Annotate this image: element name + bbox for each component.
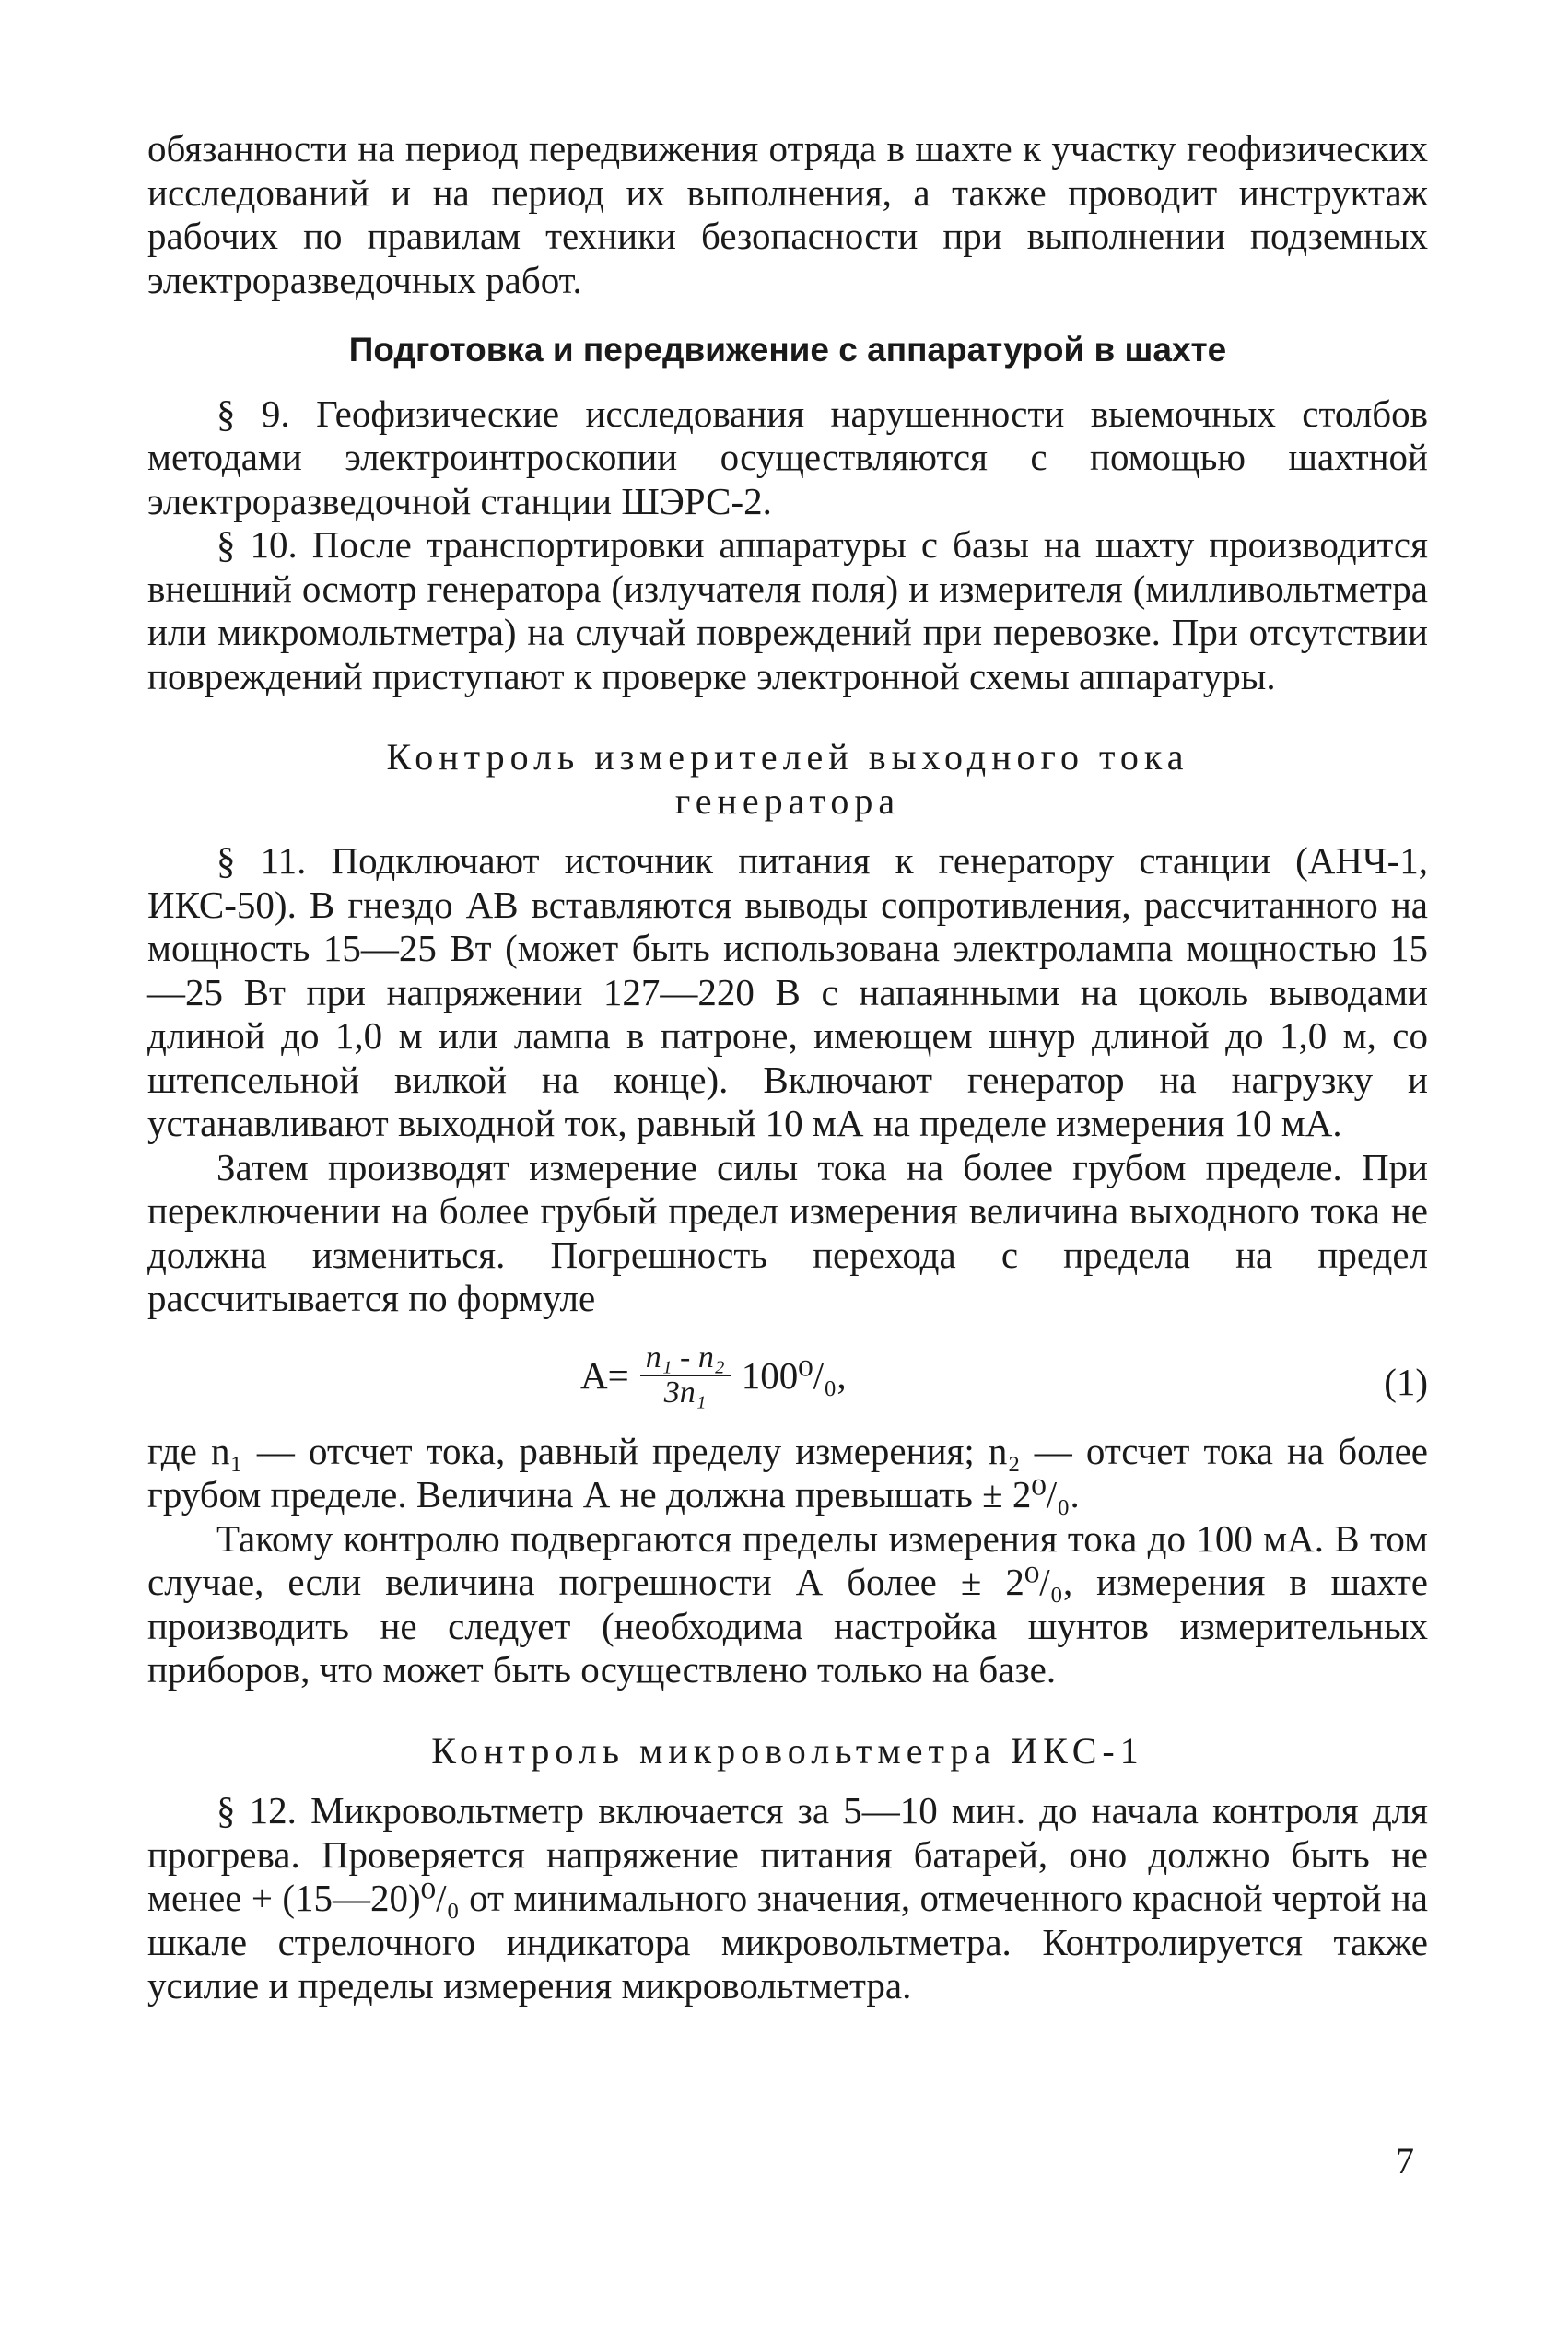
formula-lhs: А= [580, 1353, 629, 1397]
formula [580, 1341, 847, 1410]
formula-fraction [640, 1341, 731, 1410]
formula-numerator: n₁ - n₂ [640, 1341, 731, 1376]
section-heading-line-2: генератора [674, 779, 901, 822]
paragraph-where: где n₁ — отсчет тока, равный пределу измерения; n₂ — отсчет тока на более грубом пределе. Величина А не должна превышать ± 2⁰/₀. [147, 1429, 1428, 1516]
paragraph-11: § 11. Подключают источник питания к генератору станции (АНЧ-1, ИКС-50). В гнездо АВ вставляются выводы сопротивления, рассчитанного на мощность 15—25 Вт (может быть использована электролампа мощностью 15—25 Вт при напряжении 127—220 В с напаянными на цоколь выводами длиной до 1,0 м или лампа в патроне, имеющем шнур длиной до 1,0 м, со штепсельной вилкой на конце). Включают генератор на нагрузку и устанавливают выходной ток, равный 10 мА на пределе измерения 10 мА. [147, 839, 1428, 1144]
formula-block [147, 1332, 1428, 1417]
section-heading-line-1: Контроль измерителей выходного тока [386, 736, 1189, 778]
paragraph-12: § 12. Микровольтметр включается за 5—10 мин. до начала контроля для прогрева. Проверяется напряжение питания батарей, оно должно быть не менее + (15—20)⁰/₀ от минимального значения, отмеченного красной чертой на шкале стрелочного индикатора микровольтметра. Контролируется также усилие и пределы измерения микровольтметра. [147, 1789, 1428, 2007]
intro-paragraph: обязанности на период передвижения отряда в шахте к участку геофизических исследований и на период их выполнения, а также проводит инструктаж рабочих по правилам техники безопасности при выполнении подземных электроразведочных работ. [147, 127, 1428, 301]
paragraph-10: § 10. После транспортировки аппаратуры с базы на шахту производится внешний осмотр генератора (излучателя поля) и измерителя (милливольтметра или микромольтметра) на случай повреждений при перевозке. При отсутствии повреждений приступают к проверке электронной схемы аппаратуры. [147, 523, 1428, 697]
paragraph-9: § 9. Геофизические исследования нарушенности выемочных столбов методами электроинтроскопии осуществляются с помощью шахтной электроразведочной станции ШЭРС-2. [147, 392, 1428, 522]
formula-denominator: 3n₁ [663, 1375, 707, 1410]
formula-suffix: 100⁰/₀, [741, 1353, 847, 1397]
section-heading-current-control [147, 735, 1428, 823]
page-number: 7 [1396, 2140, 1414, 2182]
section-heading-preparation: Подготовка и передвижение с аппаратурой в шахте [348, 331, 1227, 369]
paragraph-measurement: Затем производят измерение силы тока на более грубом пределе. При переключении на более грубый предел измерения величина выходного тока не должна измениться. Погрешность перехода с предела на предел рассчитывается по формуле [147, 1145, 1428, 1319]
equation-number: (1) [1384, 1360, 1428, 1403]
section-heading-microvoltmeter: Контроль микровольтметра ИКС-1 [431, 1729, 1144, 1772]
paragraph-control: Такому контролю подвергаются пределы измерения тока до 100 мА. В том случае, если величина погрешности А более ± 2⁰/₀, измерения в шахте производить не следует (необходима настройка шунтов измерительных приборов, что может быть осуществлено только на базе. [147, 1516, 1428, 1691]
page-body [147, 127, 1428, 2008]
